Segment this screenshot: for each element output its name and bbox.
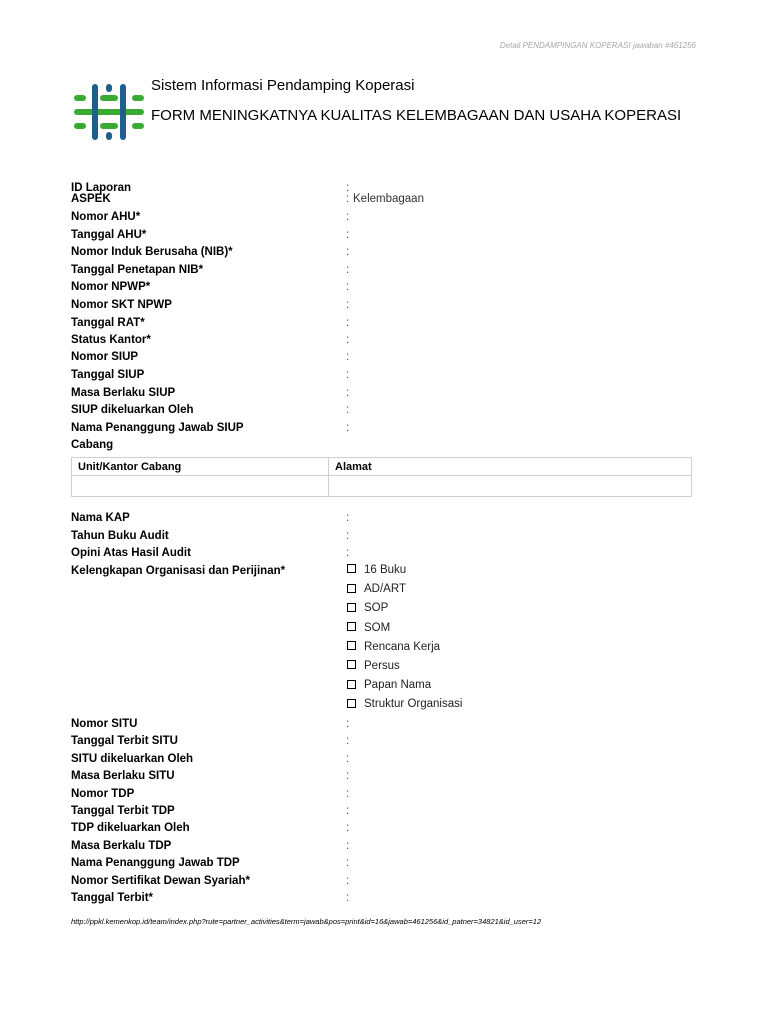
field-colon: : xyxy=(346,246,350,258)
field-colon: : xyxy=(346,529,350,542)
field-label: Nama Penanggung Jawab SIUP xyxy=(71,422,244,434)
field-label: Tahun Buku Audit xyxy=(71,529,169,542)
field-label: Nama Penanggung Jawab TDP xyxy=(71,857,240,870)
field-label: Nomor Induk Berusaha (NIB)* xyxy=(71,246,233,258)
field-label: Tanggal Terbit TDP xyxy=(71,805,175,817)
checklist-item-label: SOP xyxy=(364,602,389,615)
field-colon: : xyxy=(346,892,350,904)
checkbox-icon xyxy=(347,680,356,689)
field-label: Nomor AHU* xyxy=(71,211,141,223)
app-title: Sistem Informasi Pendamping Koperasi xyxy=(151,77,415,94)
field-row xyxy=(71,421,691,439)
field-row xyxy=(71,891,691,909)
field-colon: : xyxy=(346,422,350,434)
field-colon: : xyxy=(346,787,350,800)
checklist-item-label: AD/ART xyxy=(364,583,406,596)
field-colon: : xyxy=(346,547,350,560)
checklist-item xyxy=(347,563,406,579)
field-row xyxy=(71,511,691,529)
field-colon: : xyxy=(346,193,350,205)
checklist-item xyxy=(347,621,390,637)
field-label: Tanggal Penetapan NIB* xyxy=(71,264,204,276)
field-row xyxy=(71,856,691,874)
field-row xyxy=(71,874,691,892)
checklist-item xyxy=(347,582,406,598)
field-colon: : xyxy=(346,512,350,524)
field-label: Status Kantor* xyxy=(71,334,151,346)
field-colon: : xyxy=(346,752,350,765)
field-row xyxy=(71,804,691,822)
field-colon: : xyxy=(346,351,350,363)
field-label: Nomor SIUP xyxy=(71,351,139,363)
field-colon: : xyxy=(346,369,350,381)
field-row xyxy=(71,192,691,210)
field-value: Kelembagaan xyxy=(353,193,424,205)
field-colon: : xyxy=(346,334,350,346)
field-row xyxy=(71,333,691,351)
checklist-item-label: Rencana Kerja xyxy=(364,640,441,653)
cabang-table xyxy=(71,457,692,497)
field-row xyxy=(71,280,691,298)
field-row xyxy=(71,529,691,547)
field-row xyxy=(71,368,691,386)
field-colon: : xyxy=(346,805,350,817)
checklist-item xyxy=(347,601,388,617)
field-row xyxy=(71,316,691,334)
field-label: Nomor NPWP* xyxy=(71,281,151,293)
field-colon: : xyxy=(346,182,350,194)
field-row xyxy=(71,228,691,246)
checkbox-icon xyxy=(347,699,356,708)
field-row xyxy=(71,839,691,857)
field-label: ASPEK xyxy=(71,193,111,205)
checklist-item-label: Persus xyxy=(364,660,400,672)
field-colon: : xyxy=(346,404,350,416)
field-colon: : xyxy=(346,822,350,835)
field-colon: : xyxy=(346,281,350,293)
checklist-item-label: Papan Nama xyxy=(364,679,432,692)
field-label: Cabang xyxy=(71,439,114,451)
field-label: Masa Berlaku SITU xyxy=(71,770,175,783)
field-label: TDP dikeluarkan Oleh xyxy=(71,822,190,835)
field-colon: : xyxy=(346,735,350,748)
field-label: Kelengkapan Organisasi dan Perijinan* xyxy=(71,564,286,577)
field-label: SITU dikeluarkan Oleh xyxy=(71,752,194,765)
field-row xyxy=(71,298,691,316)
field-colon: : xyxy=(346,299,350,311)
table-cell-alamat xyxy=(329,476,692,497)
field-label: Nomor SKT NPWP xyxy=(71,299,172,311)
field-colon: : xyxy=(346,839,350,852)
field-colon: : xyxy=(346,770,350,783)
footer-url: http://ppkl.kemenkop.id/team/index.php?rute=partner_activities&term=jawab&pos=print&id=16&jawab=461256&id_patner=34821&id_user=12 xyxy=(71,917,542,926)
field-label: Tanggal SIUP xyxy=(71,369,145,381)
field-colon: : xyxy=(346,387,350,399)
field-row xyxy=(71,717,691,735)
checklist-item-label: Struktur Organisasi xyxy=(364,698,463,711)
field-label: Tanggal AHU* xyxy=(71,229,147,241)
field-label: Masa Berlaku SIUP xyxy=(71,387,176,399)
field-row xyxy=(71,210,691,228)
field-label: Tanggal Terbit* xyxy=(71,892,153,904)
field-label: Nama KAP xyxy=(71,512,130,524)
checklist-item xyxy=(347,640,440,656)
checkbox-icon xyxy=(347,622,356,631)
table-row xyxy=(72,476,692,497)
field-colon: : xyxy=(346,857,350,870)
checkbox-icon xyxy=(347,660,356,669)
field-label: Tanggal Terbit SITU xyxy=(71,735,178,748)
field-label: SIUP dikeluarkan Oleh xyxy=(71,404,194,416)
field-row xyxy=(71,546,691,564)
field-row xyxy=(71,245,691,263)
field-label: Masa Berkalu TDP xyxy=(71,839,172,852)
field-row xyxy=(71,769,691,787)
checklist-item xyxy=(347,659,400,675)
table-cell-unit xyxy=(72,476,329,497)
field-colon: : xyxy=(346,874,350,887)
field-row xyxy=(71,752,691,770)
field-row xyxy=(71,821,691,839)
checklist-item-label: 16 Buku xyxy=(364,564,407,576)
field-label: Opini Atas Hasil Audit xyxy=(71,547,191,560)
field-row xyxy=(71,263,691,281)
column-header-alamat: Alamat xyxy=(329,458,692,476)
form-title: FORM MENINGKATNYA KUALITAS KELEMBAGAAN DAN USAHA KOPERASI xyxy=(151,107,682,124)
checklist-item xyxy=(347,697,462,713)
field-row xyxy=(71,438,691,456)
column-header-unit: Unit/Kantor Cabang xyxy=(72,458,329,476)
page-header-title: Detail PENDAMPINGAN KOPERASI jawaban #461256 xyxy=(499,41,696,50)
field-colon: : xyxy=(346,718,350,730)
checkbox-icon xyxy=(347,564,356,573)
field-label: Nomor SITU xyxy=(71,718,138,730)
checklist-item-label: SOM xyxy=(364,621,391,634)
field-row xyxy=(71,734,691,752)
table-header-row xyxy=(72,458,692,476)
field-row xyxy=(71,386,691,404)
field-colon: : xyxy=(346,211,350,223)
field-row xyxy=(71,403,691,421)
checkbox-icon xyxy=(347,584,356,593)
checklist-item xyxy=(347,678,431,694)
field-colon: : xyxy=(346,317,350,329)
koperasi-logo xyxy=(74,84,144,140)
field-label: ID Laporan xyxy=(71,182,132,194)
field-row xyxy=(71,350,691,368)
field-colon: : xyxy=(346,264,350,276)
field-colon: : xyxy=(346,229,350,241)
field-label: Nomor TDP xyxy=(71,787,135,800)
checkbox-icon xyxy=(347,641,356,650)
checkbox-icon xyxy=(347,603,356,612)
field-label: Tanggal RAT* xyxy=(71,317,145,329)
field-label: Nomor Sertifikat Dewan Syariah* xyxy=(71,874,250,887)
field-row xyxy=(71,787,691,805)
